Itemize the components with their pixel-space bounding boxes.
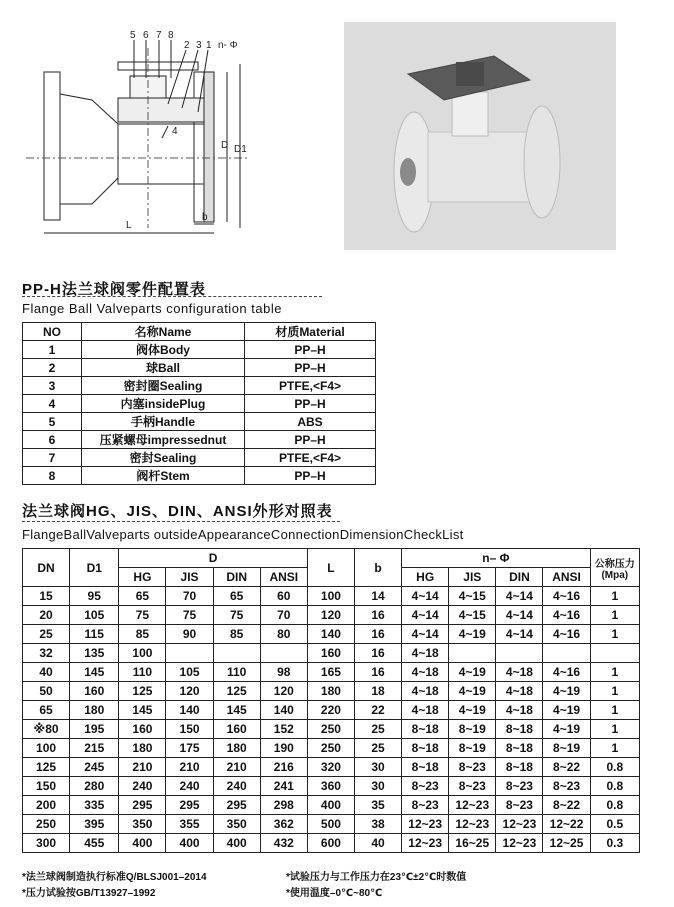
cell-d1: 395 <box>70 815 119 834</box>
cell-d-jis <box>166 644 213 663</box>
table-header-row <box>23 323 376 341</box>
cell-b: 16 <box>354 644 401 663</box>
cell-l: 360 <box>307 777 354 796</box>
cell-nphi-ansi <box>543 644 590 663</box>
cell-nphi-hg: 12~23 <box>402 815 449 834</box>
dimension-title-cn: 法兰球阀HG、JIS、DIN、ANSI外形对照表 <box>22 503 333 520</box>
table-row <box>23 467 376 485</box>
cell-pressure: 0.8 <box>590 777 639 796</box>
header-l: L <box>307 549 354 587</box>
cell-pressure: 0.8 <box>590 758 639 777</box>
label-D1: D1 <box>234 144 247 155</box>
cell-d1: 245 <box>70 758 119 777</box>
cell-no: 7 <box>23 449 82 467</box>
cell-d1: 135 <box>70 644 119 663</box>
cell-d-jis: 105 <box>166 663 213 682</box>
header-material: 材质Material <box>245 323 376 341</box>
left-flange <box>44 72 60 220</box>
cell-dn: 100 <box>23 739 70 758</box>
cell-d-ansi: 70 <box>260 606 307 625</box>
part-number-4: 4 <box>172 126 178 137</box>
label-n-phi: n- Φ <box>218 40 238 51</box>
table-row <box>23 815 640 834</box>
cell-d-hg: 75 <box>119 606 166 625</box>
table-row <box>23 739 640 758</box>
cell-nphi-ansi: 8~23 <box>543 777 590 796</box>
cell-nphi-jis: 4~15 <box>449 606 496 625</box>
cell-no: 2 <box>23 359 82 377</box>
cell-b: 30 <box>354 777 401 796</box>
header-nphi-ansi: ANSI <box>543 568 590 587</box>
table-row <box>23 644 640 663</box>
cell-dn: 250 <box>23 815 70 834</box>
cell-d-jis: 140 <box>166 701 213 720</box>
cell-d-hg: 350 <box>119 815 166 834</box>
cell-d-hg: 295 <box>119 796 166 815</box>
cell-b: 40 <box>354 834 401 853</box>
cell-material: PTFE,<F4> <box>245 377 376 395</box>
cell-nphi-jis: 4~19 <box>449 625 496 644</box>
cell-dn: 20 <box>23 606 70 625</box>
cell-b: 38 <box>354 815 401 834</box>
cell-nphi-ansi: 8~22 <box>543 758 590 777</box>
cell-nphi-jis: 12~23 <box>449 796 496 815</box>
config-title-en: Flange Ball Valveparts configuration table <box>22 301 282 316</box>
cell-name: 球Ball <box>82 359 245 377</box>
valve-body <box>118 124 204 184</box>
cell-no: 6 <box>23 431 82 449</box>
cell-l: 250 <box>307 739 354 758</box>
cell-dn: 15 <box>23 587 70 606</box>
cell-material: PP–H <box>245 467 376 485</box>
header-d1: D1 <box>70 549 119 587</box>
cell-d-hg: 125 <box>119 682 166 701</box>
cell-d-jis: 400 <box>166 834 213 853</box>
cell-material: PP–H <box>245 341 376 359</box>
part-number-5: 5 <box>130 30 136 41</box>
table-row <box>23 758 640 777</box>
cell-nphi-din: 8~18 <box>496 720 543 739</box>
cell-dn: 40 <box>23 663 70 682</box>
cell-d-jis: 210 <box>166 758 213 777</box>
cell-nphi-ansi: 4~16 <box>543 606 590 625</box>
cell-nphi-ansi: 4~16 <box>543 663 590 682</box>
cell-nphi-hg: 4~14 <box>402 625 449 644</box>
header-nphi-din: DIN <box>496 568 543 587</box>
cell-b: 25 <box>354 720 401 739</box>
header-dn: DN <box>23 549 70 587</box>
cell-d-jis: 90 <box>166 625 213 644</box>
part-number-3: 3 <box>196 40 202 51</box>
cell-d-din: 125 <box>213 682 260 701</box>
cell-name: 手柄Handle <box>82 413 245 431</box>
cell-nphi-jis: 4~15 <box>449 587 496 606</box>
header-d-jis: JIS <box>166 568 213 587</box>
cell-nphi-din <box>496 644 543 663</box>
cell-nphi-din: 4~14 <box>496 606 543 625</box>
table-row <box>23 587 640 606</box>
label-L: L <box>126 220 132 231</box>
cell-nphi-ansi: 4~16 <box>543 625 590 644</box>
cell-name: 阀杆Stem <box>82 467 245 485</box>
cell-d-din: 145 <box>213 701 260 720</box>
cell-nphi-jis: 8~23 <box>449 777 496 796</box>
cell-d1: 95 <box>70 587 119 606</box>
table-row <box>23 663 640 682</box>
header-pressure-unit: (Mpa) <box>601 569 629 581</box>
cell-nphi-jis: 16~25 <box>449 834 496 853</box>
note-standard: *法兰球阀制造执行标准Q/BLSJ001–2014 <box>22 872 207 883</box>
cell-d1: 280 <box>70 777 119 796</box>
header-b: b <box>354 549 401 587</box>
cell-d-jis: 75 <box>166 606 213 625</box>
cell-l: 120 <box>307 606 354 625</box>
cell-d-ansi: 140 <box>260 701 307 720</box>
cell-d-jis: 150 <box>166 720 213 739</box>
cell-d-hg: 240 <box>119 777 166 796</box>
cell-l: 180 <box>307 682 354 701</box>
cell-no: 5 <box>23 413 82 431</box>
cell-l: 140 <box>307 625 354 644</box>
cell-nphi-ansi: 4~16 <box>543 587 590 606</box>
cell-d-jis: 295 <box>166 796 213 815</box>
cell-nphi-ansi: 8~19 <box>543 739 590 758</box>
cell-d-din: 75 <box>213 606 260 625</box>
cell-nphi-hg: 8~23 <box>402 777 449 796</box>
cell-l: 500 <box>307 815 354 834</box>
cell-d-ansi: 98 <box>260 663 307 682</box>
cell-nphi-jis: 12~23 <box>449 815 496 834</box>
left-body-taper <box>60 94 118 204</box>
cell-d1: 115 <box>70 625 119 644</box>
cell-nphi-jis <box>449 644 496 663</box>
cell-nphi-jis: 8~19 <box>449 720 496 739</box>
cell-l: 400 <box>307 796 354 815</box>
cell-b: 35 <box>354 796 401 815</box>
cell-nphi-din: 4~18 <box>496 701 543 720</box>
cell-no: 8 <box>23 467 82 485</box>
table-row <box>23 341 376 359</box>
table-row <box>23 413 376 431</box>
table-row <box>23 625 640 644</box>
header-no: NO <box>23 323 82 341</box>
cell-nphi-hg: 8~18 <box>402 758 449 777</box>
table-row <box>23 606 640 625</box>
cell-pressure <box>590 644 639 663</box>
cell-d-ansi: 80 <box>260 625 307 644</box>
cell-nphi-jis: 4~19 <box>449 663 496 682</box>
part-number-6: 6 <box>143 30 149 41</box>
cell-d1: 180 <box>70 701 119 720</box>
note-test-pressure: *试验压力与工作压力在23℃±2℃时数值 <box>286 872 467 883</box>
part-number-1: 1 <box>206 40 212 51</box>
cell-nphi-ansi: 4~19 <box>543 682 590 701</box>
cell-pressure: 1 <box>590 701 639 720</box>
cell-d-hg: 65 <box>119 587 166 606</box>
cell-pressure: 0.8 <box>590 796 639 815</box>
table-row <box>23 796 640 815</box>
note-temperature: *使用温度–0℃~80℃ <box>286 888 383 899</box>
cell-d-din: 65 <box>213 587 260 606</box>
cell-d-jis: 120 <box>166 682 213 701</box>
label-D: D <box>221 140 229 151</box>
table-row <box>23 720 640 739</box>
cell-b: 30 <box>354 758 401 777</box>
cell-d-hg: 100 <box>119 644 166 663</box>
cell-name: 密封圈Sealing <box>82 377 245 395</box>
cell-d-ansi: 190 <box>260 739 307 758</box>
cell-nphi-din: 8~18 <box>496 758 543 777</box>
cell-dn: ※80 <box>23 720 70 739</box>
bonnet <box>118 98 204 122</box>
config-title-cn: PP-H法兰球阀零件配置表 <box>22 281 206 298</box>
cell-b: 25 <box>354 739 401 758</box>
header-d-ansi: ANSI <box>260 568 307 587</box>
cell-d-din: 210 <box>213 758 260 777</box>
label-b: b <box>202 212 208 223</box>
cell-dn: 200 <box>23 796 70 815</box>
header-d: D <box>119 549 308 568</box>
table-row <box>23 377 376 395</box>
cell-dn: 300 <box>23 834 70 853</box>
cell-pressure: 1 <box>590 587 639 606</box>
cell-nphi-hg: 4~18 <box>402 682 449 701</box>
cell-pressure: 0.5 <box>590 815 639 834</box>
cell-d-ansi: 432 <box>260 834 307 853</box>
cell-d-ansi: 60 <box>260 587 307 606</box>
cell-d-jis: 175 <box>166 739 213 758</box>
cell-d-jis: 240 <box>166 777 213 796</box>
cell-d-din: 110 <box>213 663 260 682</box>
cell-b: 18 <box>354 682 401 701</box>
cell-nphi-din: 8~18 <box>496 739 543 758</box>
cell-material: PP–H <box>245 395 376 413</box>
cell-nphi-din: 8~23 <box>496 796 543 815</box>
cell-material: PP–H <box>245 359 376 377</box>
cell-dn: 65 <box>23 701 70 720</box>
cell-nphi-din: 4~14 <box>496 625 543 644</box>
note-pressure-test: *压力试验按GB/T13927–1992 <box>22 888 156 899</box>
cell-l: 220 <box>307 701 354 720</box>
cell-name: 密封Sealing <box>82 449 245 467</box>
cell-d1: 145 <box>70 663 119 682</box>
cell-nphi-jis: 4~19 <box>449 682 496 701</box>
cell-l: 100 <box>307 587 354 606</box>
cell-d-ansi: 216 <box>260 758 307 777</box>
cell-d1: 335 <box>70 796 119 815</box>
cell-d-hg: 210 <box>119 758 166 777</box>
cell-nphi-jis: 8~23 <box>449 758 496 777</box>
cell-d-jis: 70 <box>166 587 213 606</box>
cell-d-ansi: 152 <box>260 720 307 739</box>
cell-d-ansi: 120 <box>260 682 307 701</box>
cell-d-din: 85 <box>213 625 260 644</box>
header-d-hg: HG <box>119 568 166 587</box>
part-number-7: 7 <box>156 30 162 41</box>
cell-nphi-ansi: 8~22 <box>543 796 590 815</box>
cell-no: 4 <box>23 395 82 413</box>
cell-d-ansi <box>260 644 307 663</box>
cell-d-hg: 180 <box>119 739 166 758</box>
cell-d-hg: 160 <box>119 720 166 739</box>
table-row <box>23 682 640 701</box>
cell-d1: 215 <box>70 739 119 758</box>
cell-nphi-jis: 4~19 <box>449 701 496 720</box>
cell-nphi-din: 4~14 <box>496 587 543 606</box>
cell-pressure: 1 <box>590 625 639 644</box>
cell-dn: 32 <box>23 644 70 663</box>
cell-pressure: 1 <box>590 720 639 739</box>
cell-d1: 195 <box>70 720 119 739</box>
cell-d-ansi: 362 <box>260 815 307 834</box>
cell-d-din: 295 <box>213 796 260 815</box>
cell-nphi-hg: 4~18 <box>402 663 449 682</box>
cell-d-din: 160 <box>213 720 260 739</box>
right-flange <box>204 72 214 222</box>
cell-pressure: 1 <box>590 663 639 682</box>
cell-dn: 150 <box>23 777 70 796</box>
cell-nphi-hg: 8~18 <box>402 720 449 739</box>
table-row <box>23 701 640 720</box>
cell-d1: 455 <box>70 834 119 853</box>
cell-d-din: 350 <box>213 815 260 834</box>
cell-l: 160 <box>307 644 354 663</box>
cell-b: 14 <box>354 587 401 606</box>
cell-dn: 25 <box>23 625 70 644</box>
table-row <box>23 359 376 377</box>
cell-d-jis: 355 <box>166 815 213 834</box>
header-name: 名称Name <box>82 323 245 341</box>
cell-pressure: 0.3 <box>590 834 639 853</box>
cell-d-ansi: 241 <box>260 777 307 796</box>
cell-nphi-hg: 4~18 <box>402 644 449 663</box>
cell-nphi-din: 12~23 <box>496 834 543 853</box>
cell-name: 压紧螺母impressednut <box>82 431 245 449</box>
cell-nphi-din: 4~18 <box>496 663 543 682</box>
cell-nphi-hg: 4~14 <box>402 606 449 625</box>
cell-nphi-hg: 4~14 <box>402 587 449 606</box>
cell-l: 600 <box>307 834 354 853</box>
header-pressure <box>590 549 639 587</box>
dimension-table <box>22 548 640 853</box>
cell-d-din <box>213 644 260 663</box>
header-nphi-jis: JIS <box>449 568 496 587</box>
cell-b: 16 <box>354 663 401 682</box>
cell-name: 阀体Body <box>82 341 245 359</box>
configuration-table <box>22 322 376 485</box>
header-n-phi: n– Φ <box>402 549 591 568</box>
header-nphi-hg: HG <box>402 568 449 587</box>
cell-nphi-hg: 4~18 <box>402 701 449 720</box>
cell-pressure: 1 <box>590 739 639 758</box>
cell-material: PTFE,<F4> <box>245 449 376 467</box>
cell-nphi-din: 12~23 <box>496 815 543 834</box>
cell-d-hg: 400 <box>119 834 166 853</box>
table-row <box>23 834 640 853</box>
cell-d1: 160 <box>70 682 119 701</box>
right-flange-inner <box>194 72 204 222</box>
cell-pressure: 1 <box>590 606 639 625</box>
cell-d-hg: 85 <box>119 625 166 644</box>
part-number-8: 8 <box>168 30 174 41</box>
table-row <box>23 431 376 449</box>
cell-nphi-jis: 8~19 <box>449 739 496 758</box>
cell-dn: 50 <box>23 682 70 701</box>
cell-nphi-din: 8~23 <box>496 777 543 796</box>
part-number-2: 2 <box>184 40 190 51</box>
table-row <box>23 777 640 796</box>
cell-l: 320 <box>307 758 354 777</box>
cell-nphi-ansi: 12~22 <box>543 815 590 834</box>
cell-d-din: 180 <box>213 739 260 758</box>
header-d-din: DIN <box>213 568 260 587</box>
cell-nphi-hg: 8~23 <box>402 796 449 815</box>
cell-no: 1 <box>23 341 82 359</box>
cell-d1: 105 <box>70 606 119 625</box>
cell-d-ansi: 298 <box>260 796 307 815</box>
cell-l: 165 <box>307 663 354 682</box>
cell-pressure: 1 <box>590 682 639 701</box>
cell-no: 3 <box>23 377 82 395</box>
cell-d-din: 400 <box>213 834 260 853</box>
cell-nphi-hg: 8~18 <box>402 739 449 758</box>
cell-dn: 125 <box>23 758 70 777</box>
valve-product-photo <box>344 22 616 250</box>
cell-b: 16 <box>354 625 401 644</box>
cell-d-din: 240 <box>213 777 260 796</box>
header-pressure-label: 公称压力 <box>594 558 635 570</box>
cell-d-hg: 110 <box>119 663 166 682</box>
cell-d-hg: 145 <box>119 701 166 720</box>
handle <box>118 62 198 70</box>
cell-nphi-ansi: 4~19 <box>543 701 590 720</box>
cell-nphi-din: 4~18 <box>496 682 543 701</box>
valve-cross-section-drawing <box>22 28 254 250</box>
cell-b: 22 <box>354 701 401 720</box>
cell-name: 内塞insidePlug <box>82 395 245 413</box>
dimension-title-en: FlangeBallValveparts outsideAppearanceConnectionDimensionCheckList <box>22 527 464 542</box>
table-row <box>23 395 376 413</box>
cell-nphi-ansi: 4~19 <box>543 720 590 739</box>
cell-l: 250 <box>307 720 354 739</box>
cell-b: 16 <box>354 606 401 625</box>
cell-nphi-hg: 12~23 <box>402 834 449 853</box>
table-row <box>23 449 376 467</box>
cell-nphi-ansi: 12~25 <box>543 834 590 853</box>
cell-material: ABS <box>245 413 376 431</box>
cell-material: PP–H <box>245 431 376 449</box>
